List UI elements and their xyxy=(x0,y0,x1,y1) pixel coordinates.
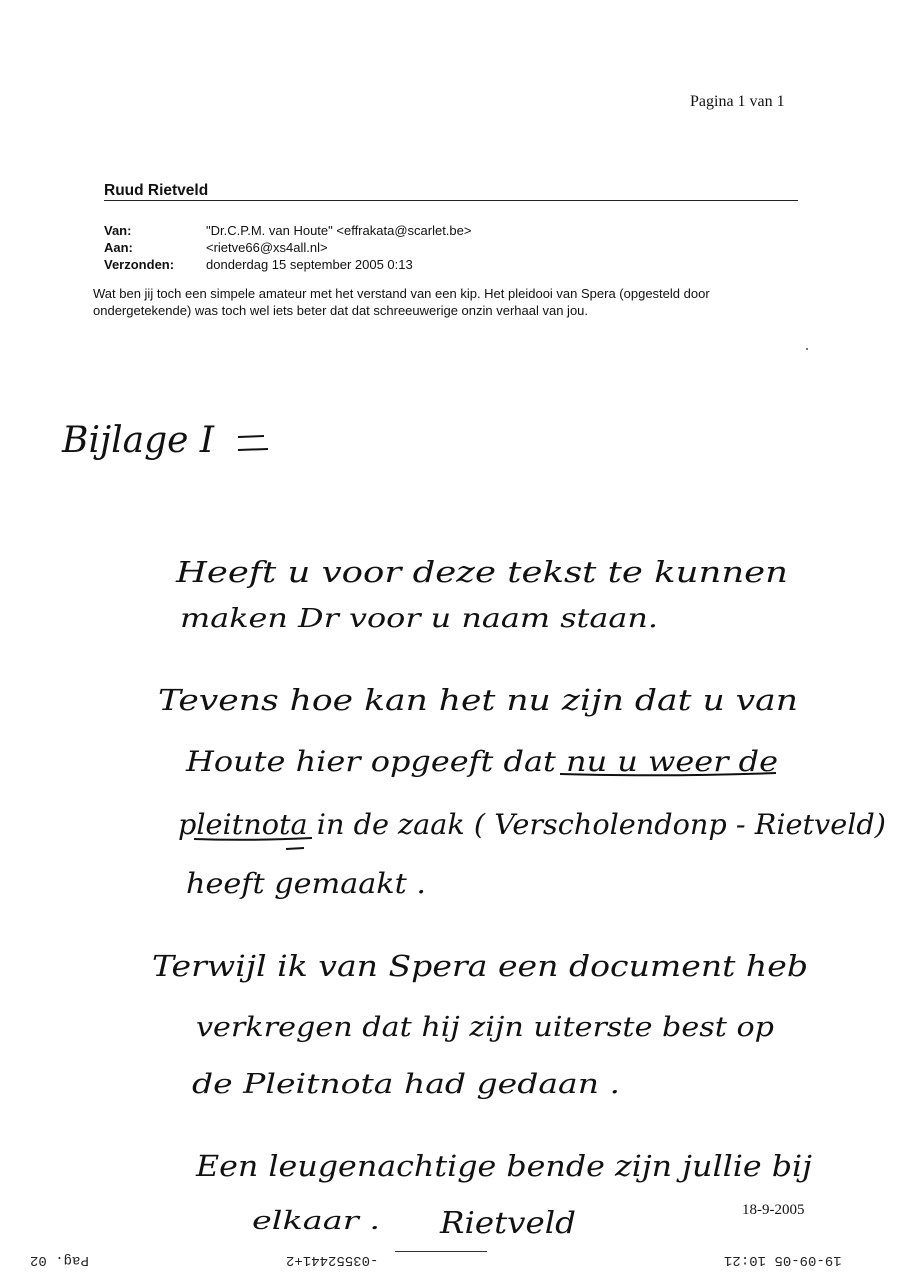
note-line-3: Tevens hoe kan het nu zijn dat u van xyxy=(158,683,798,717)
sender-name: Ruud Rietveld xyxy=(104,182,209,199)
from-label: Van: xyxy=(104,223,132,238)
fax-page: Pag. 02 xyxy=(30,1252,89,1268)
to-value: <rietve66@xs4all.nl> xyxy=(206,240,328,255)
note-line-8: verkregen dat hij zijn uiterste best op xyxy=(196,1012,774,1043)
note-line-5: pleitnota in de zaak ( Verscholendonp - Rietveld) xyxy=(178,808,886,841)
underline-dash xyxy=(286,848,304,849)
note-line-2: maken Dr voor u naam staan. xyxy=(180,604,658,634)
note-line-11: elkaar . xyxy=(252,1206,380,1235)
fax-footer xyxy=(0,1252,900,1272)
attachment-title: Bijlage I xyxy=(62,420,215,461)
sent-label: Verzonden: xyxy=(104,257,175,272)
fax-timestamp: 19-09-05 10:21 xyxy=(724,1252,842,1268)
sent-value: donderdag 15 september 2005 0:13 xyxy=(206,257,413,272)
note-line-6: heeft gemaakt . xyxy=(186,867,426,900)
note-line-1: Heeft u voor deze tekst te kunnen xyxy=(174,555,788,589)
to-label: Aan: xyxy=(104,240,133,255)
note-line-10: Een leugenachtige bende zijn jullie bij xyxy=(194,1149,812,1183)
page-number: Pagina 1 van 1 xyxy=(690,93,785,110)
title-overline xyxy=(238,436,264,437)
signature: Rietveld xyxy=(438,1206,576,1241)
message-line-2: ondergetekende) was toch wel iets beter dat dat schreeuwerige onzin verhaal van jou. xyxy=(93,303,589,318)
note-line-4: Houte hier opgeeft dat nu u weer de xyxy=(184,745,779,778)
message-line-1: Wat ben jij toch een simpele amateur met het verstand van een kip. Het pleidooi van Spera (opgesteld door xyxy=(93,286,710,301)
note-line-9: de Pleitnota had gedaan . xyxy=(192,1069,620,1100)
note-line-7: Terwijl ik van Spera een document heb xyxy=(152,949,808,983)
date-stamp: 18-9-2005 xyxy=(742,1202,805,1218)
title-underline xyxy=(238,449,268,450)
fax-number: -03552441+2 xyxy=(286,1252,379,1268)
from-value: "Dr.C.P.M. van Houte" <effrakata@scarlet.be> xyxy=(206,223,472,238)
